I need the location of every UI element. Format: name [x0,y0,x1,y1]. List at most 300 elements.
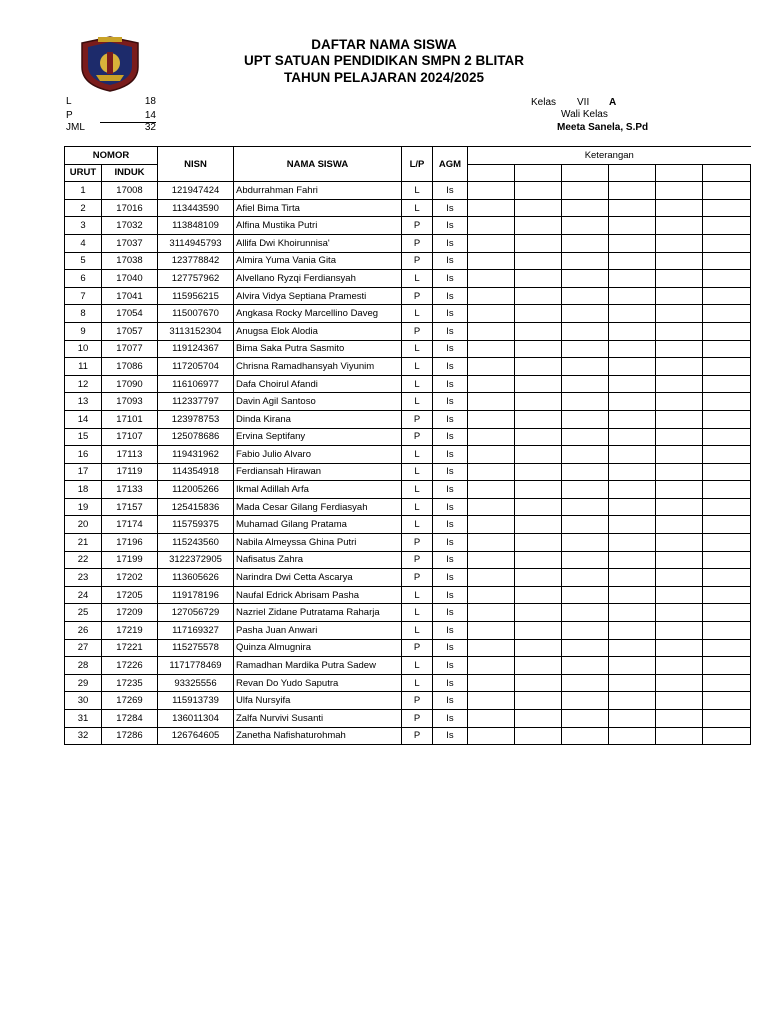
keterangan-cell [609,234,656,252]
table-row [65,534,751,552]
row-nisn: 115956215 [158,287,234,305]
row-urut: 29 [65,674,102,692]
row-induk: 17221 [102,639,158,657]
row-lp: P [402,569,433,587]
keterangan-cell [562,393,609,411]
keterangan-cell [562,305,609,323]
row-induk: 17226 [102,657,158,675]
keterangan-cell [562,727,609,745]
table-row [65,410,751,428]
keterangan-cell [609,727,656,745]
male-count: 18 [144,96,156,107]
row-induk: 17133 [102,481,158,499]
table-row [65,217,751,235]
keterangan-cell [562,199,609,217]
keterangan-cell [656,516,703,534]
row-nama: Zalfa Nurvivi Susanti [234,710,402,728]
student-table [64,146,751,745]
keterangan-cell [515,340,562,358]
keterangan-cell [656,534,703,552]
row-nisn: 117169327 [158,622,234,640]
row-induk: 17008 [102,182,158,200]
row-urut: 20 [65,516,102,534]
keterangan-cell [609,217,656,235]
homeroom-teacher: Meeta Sanela, S.Pd [557,122,649,133]
keterangan-cell [515,358,562,376]
row-induk: 17093 [102,393,158,411]
keterangan-cell [703,375,751,393]
row-nama: Afiel Bima Tirta [234,199,402,217]
keterangan-cell [656,199,703,217]
keterangan-cell [703,234,751,252]
row-nisn: 112005266 [158,481,234,499]
table-row [65,322,751,340]
row-nama: Zanetha Nafishaturohmah [234,727,402,745]
row-agm: Is [433,358,468,376]
keterangan-cell [656,463,703,481]
keterangan-cell [703,551,751,569]
keterangan-cell [468,252,515,270]
keterangan-cell [562,569,609,587]
row-nisn: 115275578 [158,639,234,657]
row-induk: 17041 [102,287,158,305]
keterangan-cell [609,199,656,217]
row-agm: Is [433,410,468,428]
row-lp: L [402,516,433,534]
keterangan-cell [703,692,751,710]
row-lp: P [402,234,433,252]
keterangan-cell [468,727,515,745]
row-lp: P [402,534,433,552]
keterangan-cell [609,182,656,200]
row-nisn: 116106977 [158,375,234,393]
keterangan-cell [656,410,703,428]
keterangan-cell [609,270,656,288]
table-row [65,551,751,569]
row-urut: 11 [65,358,102,376]
row-agm: Is [433,604,468,622]
keterangan-cell [562,234,609,252]
row-urut: 30 [65,692,102,710]
keterangan-cell [703,622,751,640]
row-agm: Is [433,534,468,552]
row-agm: Is [433,586,468,604]
header-keterangan: Keterangan [468,147,751,165]
keterangan-cell [609,340,656,358]
row-induk: 17086 [102,358,158,376]
row-agm: Is [433,727,468,745]
keterangan-cell [468,199,515,217]
keterangan-cell [468,410,515,428]
row-urut: 26 [65,622,102,640]
row-induk: 17054 [102,305,158,323]
male-label: L [66,96,72,107]
keterangan-cell [656,446,703,464]
row-urut: 4 [65,234,102,252]
table-row [65,569,751,587]
keterangan-cell [703,481,751,499]
keterangan-cell [515,516,562,534]
row-nama: Ferdiansah Hirawan [234,463,402,481]
row-nisn: 127757962 [158,270,234,288]
keterangan-cell [562,340,609,358]
row-induk: 17032 [102,217,158,235]
keterangan-cell [515,639,562,657]
row-induk: 17037 [102,234,158,252]
table-row [65,639,751,657]
keterangan-cell [656,551,703,569]
row-urut: 17 [65,463,102,481]
keterangan-cell [515,164,562,182]
row-agm: Is [433,692,468,710]
keterangan-cell [656,692,703,710]
row-nama: Dinda Kirana [234,410,402,428]
female-count: 14 [100,110,156,123]
keterangan-cell [468,551,515,569]
row-agm: Is [433,340,468,358]
row-urut: 32 [65,727,102,745]
row-nisn: 93325556 [158,674,234,692]
row-urut: 3 [65,217,102,235]
row-nama: Nabila Almeyssa Ghina Putri [234,534,402,552]
keterangan-cell [515,710,562,728]
row-nisn: 125415836 [158,498,234,516]
keterangan-cell [609,481,656,499]
keterangan-cell [562,270,609,288]
keterangan-cell [468,375,515,393]
keterangan-cell [562,410,609,428]
keterangan-cell [656,234,703,252]
keterangan-cell [515,622,562,640]
header-induk: INDUK [102,164,158,182]
keterangan-cell [656,182,703,200]
row-lp: L [402,375,433,393]
row-nisn: 119431962 [158,446,234,464]
table-row [65,727,751,745]
keterangan-cell [562,622,609,640]
keterangan-cell [703,393,751,411]
row-lp: L [402,358,433,376]
row-nisn: 113605626 [158,569,234,587]
row-agm: Is [433,217,468,235]
row-nama: Naufal Edrick Abrisam Pasha [234,586,402,604]
table-row [65,622,751,640]
header-agm: AGM [433,147,468,182]
keterangan-cell [609,551,656,569]
table-row [65,710,751,728]
keterangan-cell [562,710,609,728]
header-nisn: NISN [158,147,234,182]
row-lp: L [402,498,433,516]
keterangan-cell [609,305,656,323]
keterangan-cell [609,375,656,393]
row-induk: 17209 [102,604,158,622]
row-urut: 15 [65,428,102,446]
keterangan-cell [609,410,656,428]
keterangan-cell [562,639,609,657]
table-row [65,234,751,252]
class-grade: VII [577,97,590,108]
row-nama: Dafa Choirul Afandi [234,375,402,393]
header-nomor: NOMOR [65,147,158,165]
keterangan-cell [468,428,515,446]
keterangan-cell [656,481,703,499]
table-row [65,252,751,270]
row-agm: Is [433,710,468,728]
row-induk: 17235 [102,674,158,692]
keterangan-cell [468,604,515,622]
row-induk: 17107 [102,428,158,446]
keterangan-cell [656,727,703,745]
keterangan-cell [468,322,515,340]
keterangan-cell [609,586,656,604]
keterangan-cell [515,586,562,604]
row-nisn: 115913739 [158,692,234,710]
row-urut: 2 [65,199,102,217]
keterangan-cell [562,375,609,393]
keterangan-cell [562,428,609,446]
keterangan-cell [609,463,656,481]
keterangan-cell [703,322,751,340]
table-row [65,586,751,604]
keterangan-cell [468,358,515,376]
row-lp: P [402,322,433,340]
row-lp: L [402,674,433,692]
row-lp: L [402,305,433,323]
row-lp: P [402,287,433,305]
keterangan-cell [609,358,656,376]
row-induk: 17119 [102,463,158,481]
table-row [65,305,751,323]
row-nisn: 3113152304 [158,322,234,340]
row-induk: 17038 [102,252,158,270]
row-nisn: 115759375 [158,516,234,534]
row-nama: Alvellano Ryzqi Ferdiansyah [234,270,402,288]
row-induk: 17101 [102,410,158,428]
keterangan-cell [609,428,656,446]
row-agm: Is [433,322,468,340]
keterangan-cell [703,498,751,516]
keterangan-cell [562,446,609,464]
row-nisn: 113443590 [158,199,234,217]
row-urut: 31 [65,710,102,728]
homeroom-label: Wali Kelas [561,109,608,120]
row-nama: Alvira Vidya Septiana Pramesti [234,287,402,305]
keterangan-cell [468,639,515,657]
keterangan-cell [515,270,562,288]
row-nama: Revan Do Yudo Saputra [234,674,402,692]
row-nama: Nafisatus Zahra [234,551,402,569]
row-lp: L [402,446,433,464]
row-urut: 5 [65,252,102,270]
keterangan-cell [609,657,656,675]
keterangan-cell [703,604,751,622]
row-induk: 17040 [102,270,158,288]
table-row [65,182,751,200]
keterangan-cell [656,586,703,604]
keterangan-cell [515,322,562,340]
keterangan-cell [656,657,703,675]
row-nisn: 123778842 [158,252,234,270]
row-agm: Is [433,498,468,516]
keterangan-cell [656,639,703,657]
keterangan-cell [703,252,751,270]
row-urut: 13 [65,393,102,411]
keterangan-cell [703,305,751,323]
keterangan-cell [468,498,515,516]
row-agm: Is [433,551,468,569]
row-agm: Is [433,639,468,657]
row-nisn: 115243560 [158,534,234,552]
row-induk: 17016 [102,199,158,217]
row-agm: Is [433,463,468,481]
row-lp: P [402,551,433,569]
row-induk: 17219 [102,622,158,640]
row-urut: 25 [65,604,102,622]
row-urut: 6 [65,270,102,288]
table-row [65,516,751,534]
row-urut: 14 [65,410,102,428]
keterangan-cell [703,727,751,745]
keterangan-cell [562,692,609,710]
keterangan-cell [703,164,751,182]
keterangan-cell [515,410,562,428]
table-row [65,199,751,217]
row-induk: 17202 [102,569,158,587]
row-lp: L [402,622,433,640]
document-title: DAFTAR NAMA SISWA [311,37,457,52]
row-lp: L [402,604,433,622]
keterangan-cell [609,252,656,270]
keterangan-cell [656,710,703,728]
row-nisn: 117205704 [158,358,234,376]
row-nama: Almira Yuma Vania Gita [234,252,402,270]
row-lp: P [402,410,433,428]
header-lp: L/P [402,147,433,182]
row-lp: L [402,270,433,288]
row-nisn: 114354918 [158,463,234,481]
row-agm: Is [433,622,468,640]
header-urut: URUT [65,164,102,182]
table-row [65,446,751,464]
keterangan-cell [468,463,515,481]
keterangan-cell [468,622,515,640]
keterangan-cell [609,604,656,622]
keterangan-cell [515,551,562,569]
row-induk: 17196 [102,534,158,552]
row-nisn: 127056729 [158,604,234,622]
keterangan-cell [656,305,703,323]
row-induk: 17057 [102,322,158,340]
keterangan-cell [609,287,656,305]
keterangan-cell [562,182,609,200]
row-nisn: 125078686 [158,428,234,446]
row-nama: Ikmal Adillah Arfa [234,481,402,499]
keterangan-cell [703,358,751,376]
row-nisn: 1171778469 [158,657,234,675]
keterangan-cell [562,498,609,516]
keterangan-cell [562,463,609,481]
row-induk: 17199 [102,551,158,569]
keterangan-cell [656,569,703,587]
keterangan-cell [515,305,562,323]
class-section: A [609,97,617,108]
row-agm: Is [433,657,468,675]
keterangan-cell [562,657,609,675]
keterangan-cell [703,586,751,604]
keterangan-cell [468,270,515,288]
keterangan-cell [468,569,515,587]
keterangan-cell [703,657,751,675]
row-lp: P [402,428,433,446]
row-lp: P [402,217,433,235]
table-row [65,463,751,481]
row-induk: 17077 [102,340,158,358]
school-logo [76,35,144,93]
row-nama: Ervina Septifany [234,428,402,446]
row-nama: Alfina Mustika Putri [234,217,402,235]
row-lp: P [402,692,433,710]
row-urut: 22 [65,551,102,569]
keterangan-cell [703,710,751,728]
keterangan-cell [468,710,515,728]
row-urut: 12 [65,375,102,393]
row-agm: Is [433,375,468,393]
row-nama: Nazriel Zidane Putratama Raharja [234,604,402,622]
row-agm: Is [433,234,468,252]
row-lp: P [402,727,433,745]
keterangan-cell [468,516,515,534]
keterangan-cell [468,586,515,604]
keterangan-cell [656,164,703,182]
keterangan-cell [562,287,609,305]
table-row [65,657,751,675]
keterangan-cell [468,692,515,710]
row-urut: 19 [65,498,102,516]
keterangan-cell [656,322,703,340]
row-agm: Is [433,305,468,323]
keterangan-cell [656,498,703,516]
keterangan-cell [609,569,656,587]
keterangan-cell [609,446,656,464]
keterangan-cell [703,569,751,587]
keterangan-cell [562,604,609,622]
keterangan-cell [656,340,703,358]
row-agm: Is [433,481,468,499]
keterangan-cell [562,164,609,182]
keterangan-cell [703,463,751,481]
keterangan-cell [468,657,515,675]
row-lp: P [402,252,433,270]
row-agm: Is [433,569,468,587]
row-nisn: 113848109 [158,217,234,235]
keterangan-cell [562,322,609,340]
keterangan-cell [468,393,515,411]
school-name: UPT SATUAN PENDIDIKAN SMPN 2 BLITAR [243,53,524,68]
row-nama: Allifa Dwi Khoirunnisa' [234,234,402,252]
row-agm: Is [433,252,468,270]
student-rows [65,182,751,745]
keterangan-cell [562,252,609,270]
table-row [65,692,751,710]
row-urut: 21 [65,534,102,552]
keterangan-cell [609,692,656,710]
keterangan-cell [562,674,609,692]
keterangan-cell [515,182,562,200]
row-urut: 1 [65,182,102,200]
row-nama: Ulfa Nursyifa [234,692,402,710]
table-row [65,287,751,305]
